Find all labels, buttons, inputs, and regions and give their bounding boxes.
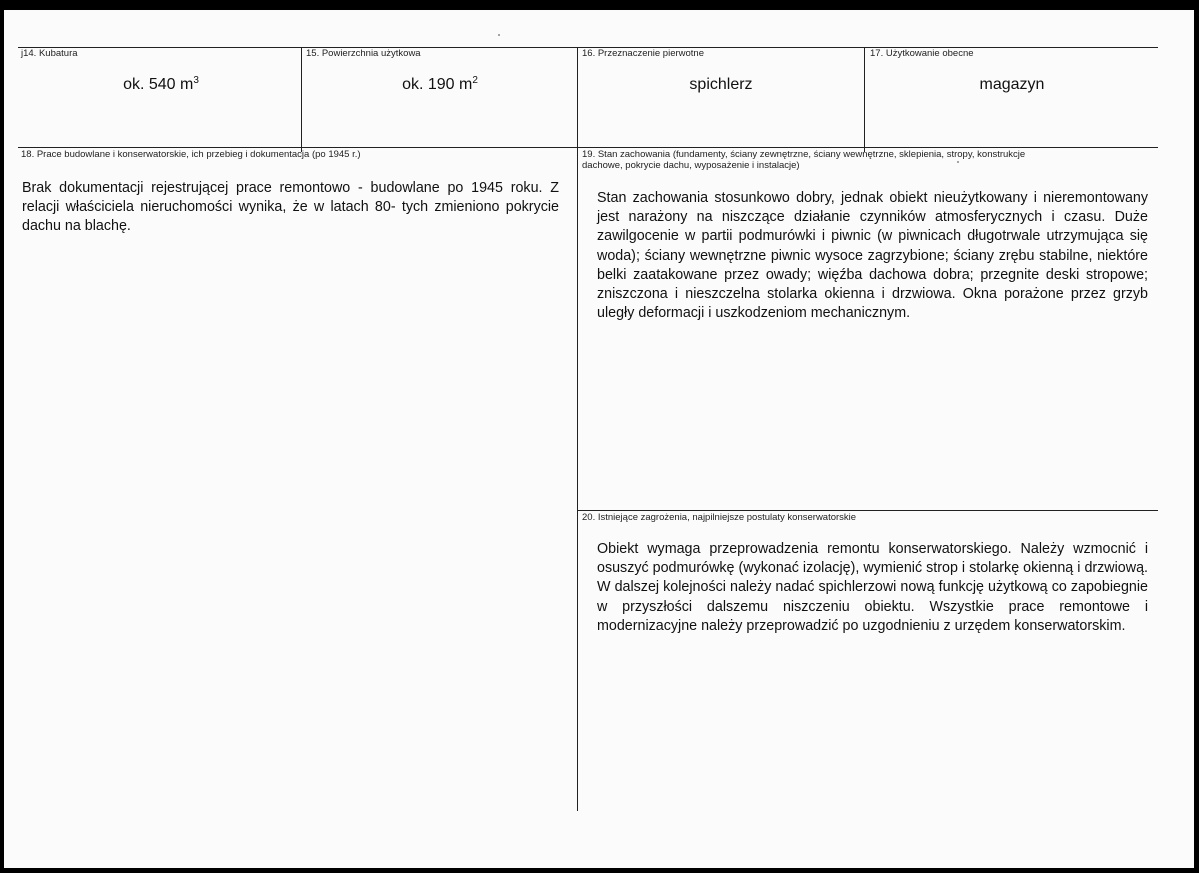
prace-budowlane-text: Brak dokumentacji rejestrującej prace remontowo - budowlane po 1945 roku. Z relacji właściciela nieruchomości wynika, że w latach 80- tych zmieniono pokrycie dachu na blachę. bbox=[22, 180, 559, 235]
stan-zachowania-text: Stan zachowania stosunkowo dobry, jednak obiekt nieużytkowany i nieremontowany jest narażony na niszczące działanie czynników atmosferycznych i czasu. Duże zawilgocenie w partii podmurówki i piwnic (w piwnicach długotrwale utrzymująca się woda); ściany wewnętrzne piwnic wysoce zagrzybione; ściany zrębu stabilne, niektóre belki zaatakowane przez owady; więźba dachowa dobra; przegnite deski stropowe; zniszczona i nieszczelna stolarka okienna i drzwiowa. Okna porażone przez grzyb uległy deformacji i uszkodzeniom mechanicznym. bbox=[597, 190, 1148, 322]
stan-zachowania-label: 19. Stan zachowania (fundamenty, ściany zewnętrzne, ściany wewnętrzne, sklepienia, stropy, konstrukcje dachowe, pokrycie dachu, wyposażenie i instalacje) bbox=[582, 149, 1026, 171]
powierzchnia-value bbox=[303, 75, 577, 95]
zagrozenia-text: Obiekt wymaga przeprowadzenia remontu konserwatorskiego. Należy wzmocnić i osuszyć podmurówkę (wykonać izolację), wymienić strop i stolarkę okienną i drzwiową. W dalszej kolejności należy nadać spichlerzowi nową funkcję użytkową co zapobiegnie w przyszłości dalszemu niszczeniu obiektu. Wszystkie prace remontowe i modernizacyjne należy przeprowadzić po uzgodnieniu z urzędem konserwatorskim. bbox=[597, 541, 1148, 634]
uzytkowanie-label: 17. Użytkowanie obecne bbox=[870, 48, 974, 59]
powierzchnia-unit-exponent: 2 bbox=[472, 75, 478, 86]
divider-14-15 bbox=[301, 47, 302, 152]
kubatura-value bbox=[21, 75, 301, 95]
scan-speck bbox=[498, 34, 500, 36]
divider-15-16 bbox=[577, 47, 578, 152]
kubatura-label: j14. Kubatura bbox=[21, 48, 78, 59]
kubatura-value-text: ok. 540 m bbox=[123, 76, 194, 93]
row-mid-border bbox=[18, 147, 1158, 148]
przeznaczenie-label: 16. Przeznaczenie pierwotne bbox=[582, 48, 704, 59]
prace-budowlane-label: 18. Prace budowlane i konserwatorskie, ich przebieg i dokumentacja (po 1945 r.) bbox=[21, 149, 361, 160]
divider-16-17 bbox=[864, 47, 865, 152]
zagrozenia-label: 20. Istniejące zagrożenia, najpilniejsze postulaty konserwatorskie bbox=[582, 512, 857, 523]
section20-top-border bbox=[577, 510, 1158, 511]
kubatura-unit-exponent: 3 bbox=[193, 75, 199, 86]
form-sheet bbox=[4, 10, 1194, 868]
divider-main bbox=[577, 147, 578, 811]
uzytkowanie-value: magazyn bbox=[979, 76, 1045, 93]
powierzchnia-label: 15. Powierzchnia użytkowa bbox=[306, 48, 421, 59]
powierzchnia-value-text: ok. 190 m bbox=[402, 76, 473, 93]
przeznaczenie-value: spichlerz bbox=[689, 76, 753, 93]
scan-speck bbox=[957, 161, 959, 163]
